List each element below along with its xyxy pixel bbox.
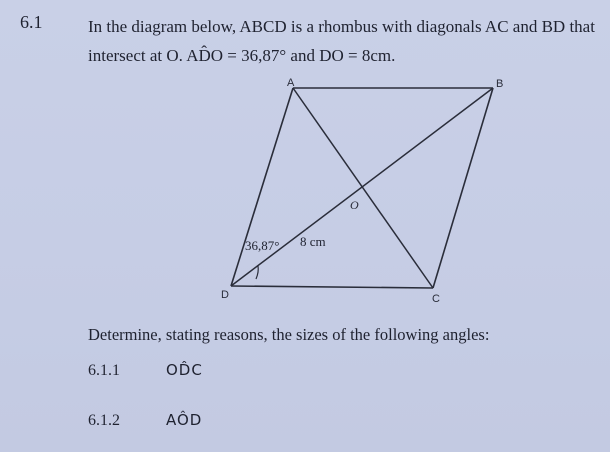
vertex-label-a: A	[287, 77, 295, 89]
intro-line-1: In the diagram below, ABCD is a rhombus with diagonals AC and BD that	[88, 17, 595, 36]
diagonal-ac	[293, 88, 433, 288]
subquestion-6-1-2	[88, 411, 202, 430]
diagonal-bd	[231, 88, 493, 286]
length-label: 8 cm	[300, 234, 326, 249]
vertex-label-d: D	[221, 289, 229, 301]
side-da	[231, 88, 293, 286]
subquestion-6-1-1	[88, 361, 203, 380]
subquestion-number: 6.1.2	[88, 412, 120, 429]
subquestion-number: 6.1.1	[88, 362, 120, 379]
side-bc	[433, 88, 493, 288]
angle-label: 36,87°	[245, 238, 280, 253]
vertex-label-b: B	[496, 78, 504, 90]
instruction-text: Determine, stating reasons, the sizes of the following angles:	[88, 325, 490, 344]
subquestion-angle: AÔD	[166, 411, 203, 429]
intro-line-2: intersect at O. AD̂O = 36,87° and DO = 8cm.	[88, 46, 396, 65]
question-number: 6.1	[20, 12, 43, 32]
subquestion-angle: OD̂C	[166, 361, 203, 379]
vertex-label-o: O	[350, 198, 359, 212]
side-cd	[231, 286, 433, 288]
angle-arc-d	[256, 266, 258, 279]
vertex-label-c: C	[432, 293, 440, 305]
